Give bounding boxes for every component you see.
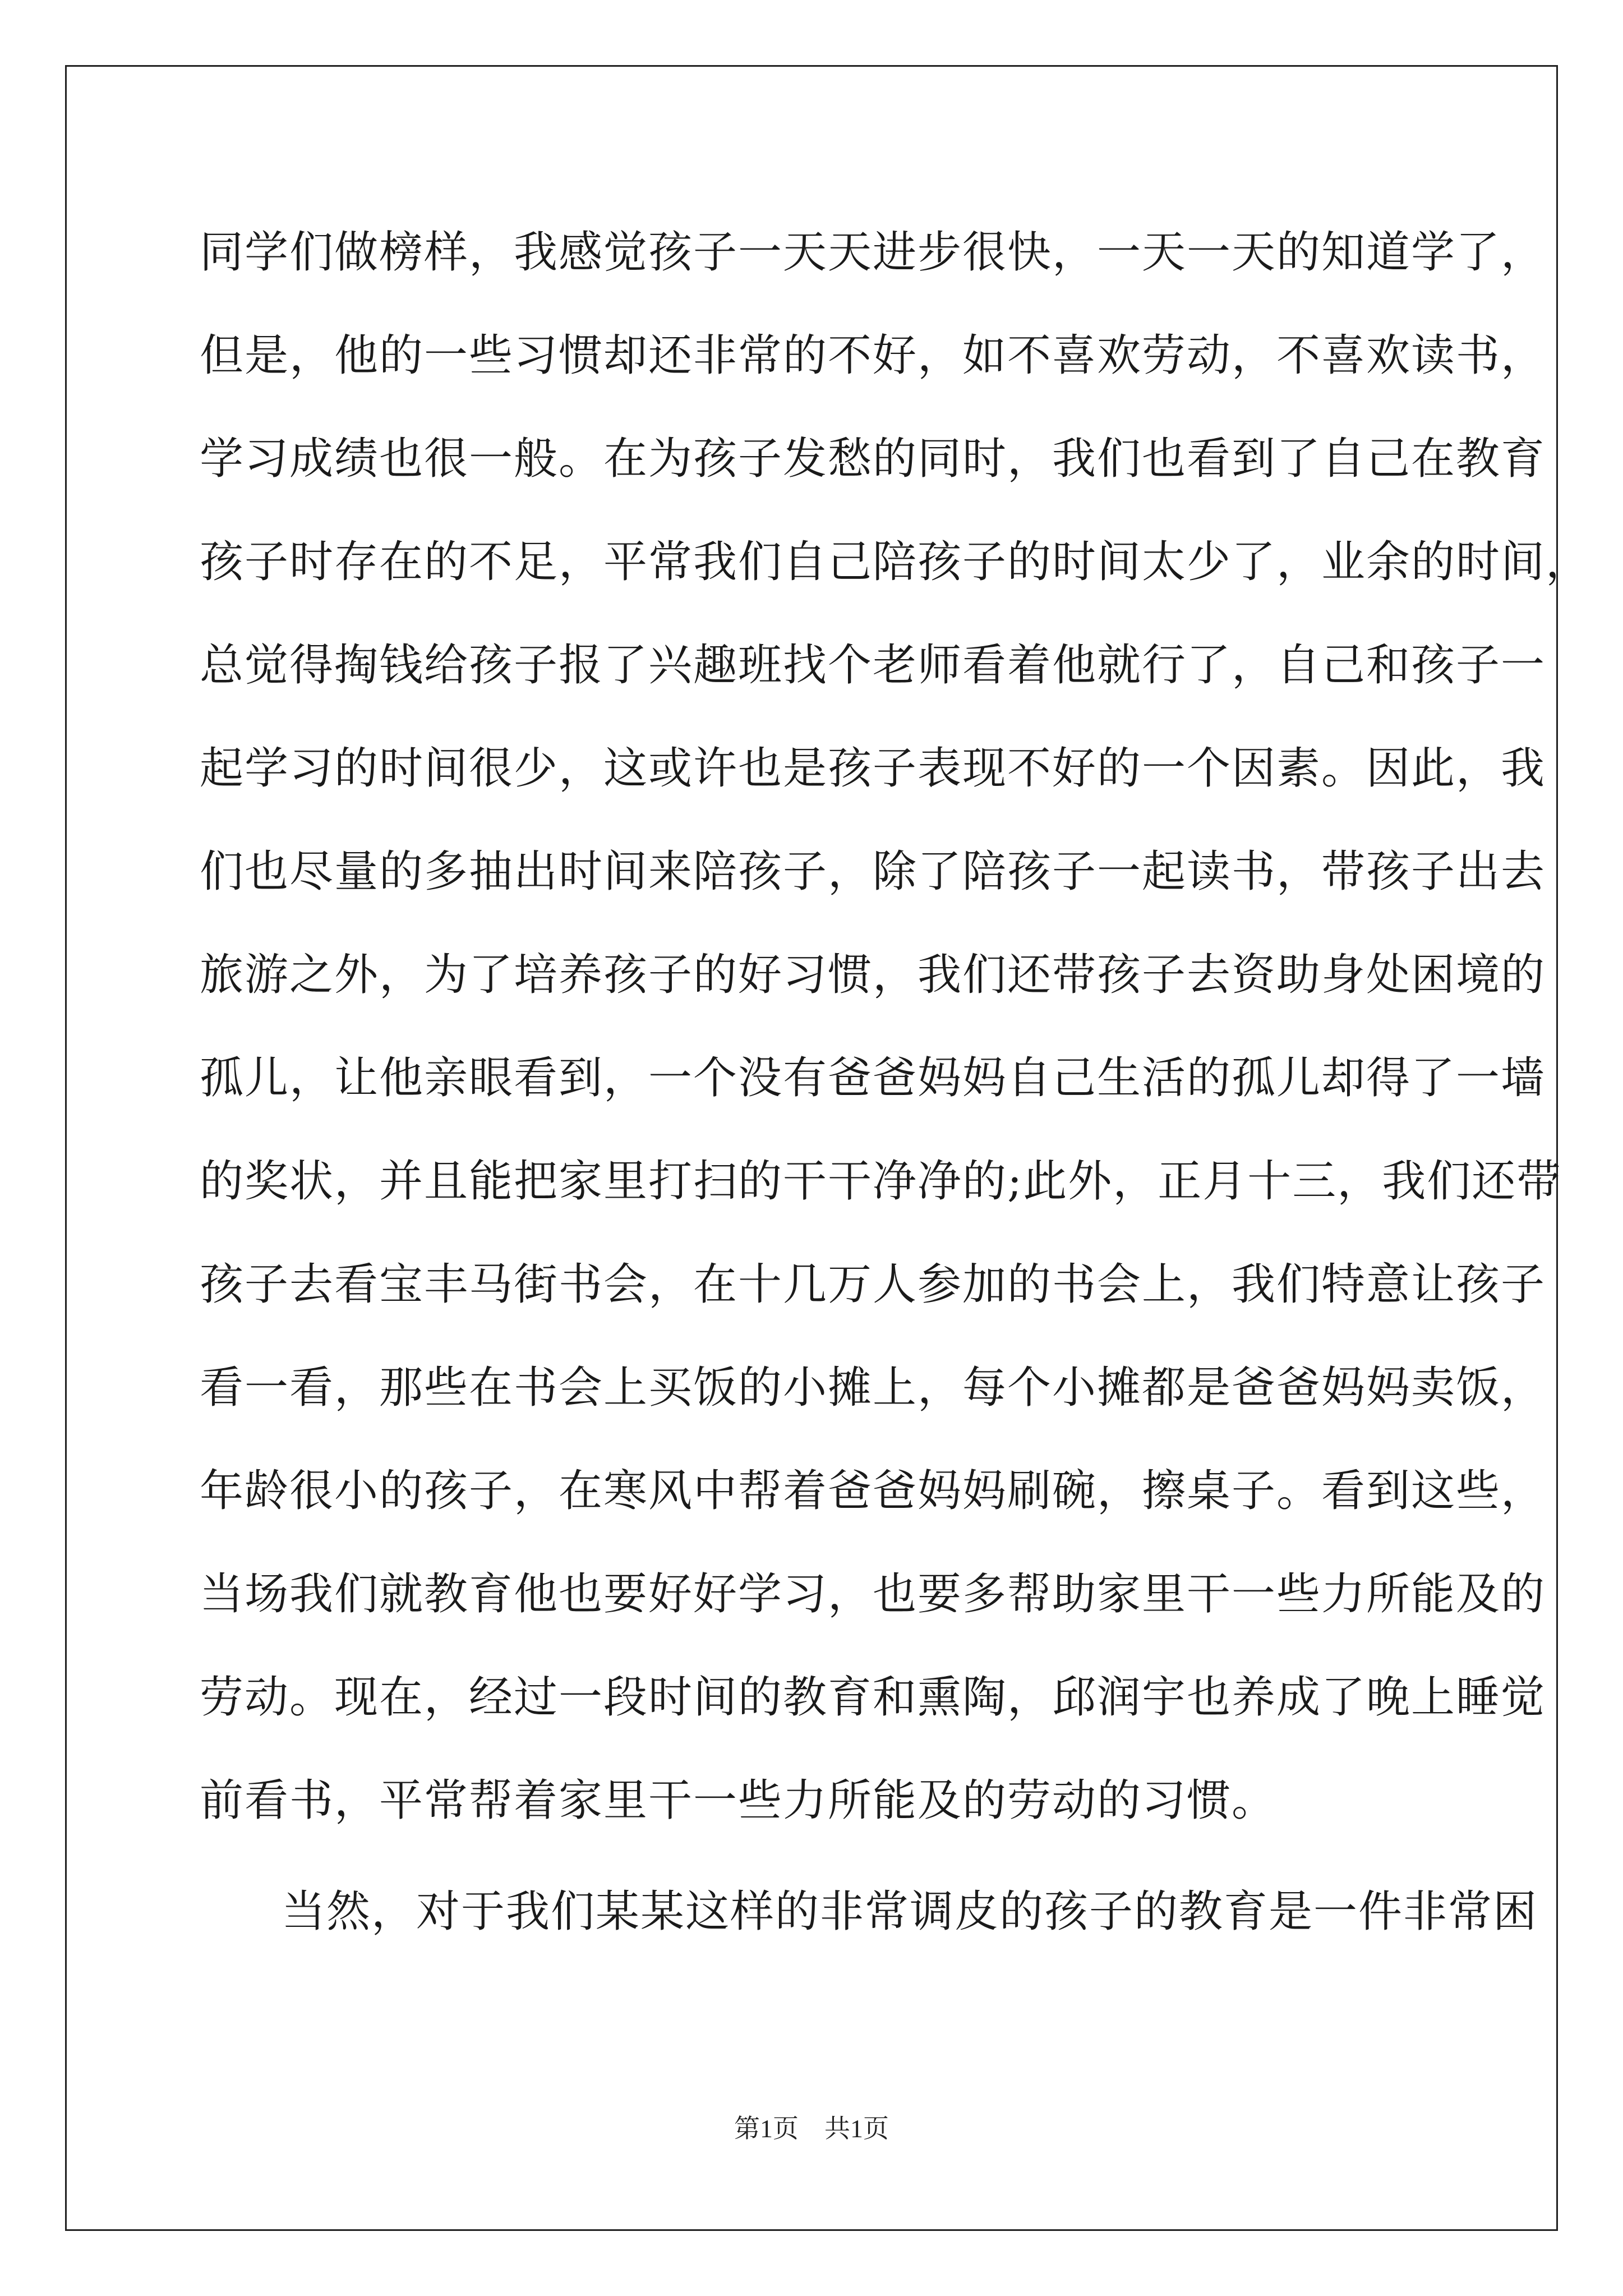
body-line-12: 看一看，那些在书会上买饭的小摊上，每个小摊都是爸爸妈妈卖饭，	[200, 1363, 1546, 1413]
body-line-8: 旅游之外，为了培养孩子的好习惯，我们还带孩子去资助身处困境的	[200, 950, 1546, 1000]
document-body	[200, 222, 1591, 1984]
body-line-2: 但是，他的一些习惯却还非常的不好，如不喜欢劳动，不喜欢读书，	[200, 330, 1546, 381]
body-line-1: 同学们做榜样，我感觉孩子一天天进步很快，一天一天的知道学了，	[200, 227, 1546, 278]
body-line-10: 的奖状，并且能把家里打扫的干干净净的;此外，正月十三，我们还带	[200, 1156, 1562, 1207]
body-line-13: 年龄很小的孩子，在寒风中帮着爸爸妈妈刷碗，擦桌子。看到这些，	[200, 1466, 1546, 1516]
body-line-17: 当然，对于我们某某这样的非常调皮的孩子的教育是一件非常困	[282, 1887, 1538, 1937]
body-line-14: 当场我们就教育他也要好好学习，也要多帮助家里干一些力所能及的	[200, 1569, 1546, 1619]
body-line-4: 孩子时存在的不足，平常我们自己陪孩子的时间太少了，业余的时间，	[200, 537, 1591, 587]
body-line-7: 们也尽量的多抽出时间来陪孩子，除了陪孩子一起读书，带孩子出去	[200, 846, 1546, 897]
body-line-15: 劳动。现在，经过一段时间的教育和熏陶，邱润宇也养成了晚上睡觉	[200, 1672, 1546, 1723]
body-line-3: 学习成绩也很一般。在为孩子发愁的同时，我们也看到了自己在教育	[200, 434, 1546, 484]
body-line-5: 总觉得掏钱给孩子报了兴趣班找个老师看着他就行了，自己和孩子一	[200, 640, 1546, 691]
body-line-9: 孤儿，让他亲眼看到，一个没有爸爸妈妈自己生活的孤儿却得了一墙	[200, 1053, 1546, 1103]
body-line-11: 孩子去看宝丰马街书会，在十几万人参加的书会上，我们特意让孩子	[200, 1259, 1546, 1310]
body-line-16: 前看书，平常帮着家里干一些力所能及的劳动的习惯。	[200, 1775, 1277, 1826]
page-footer: 第1页 共1页	[734, 2114, 889, 2143]
body-line-6: 起学习的时间很少，这或许也是孩子表现不好的一个因素。因此，我	[200, 743, 1546, 794]
